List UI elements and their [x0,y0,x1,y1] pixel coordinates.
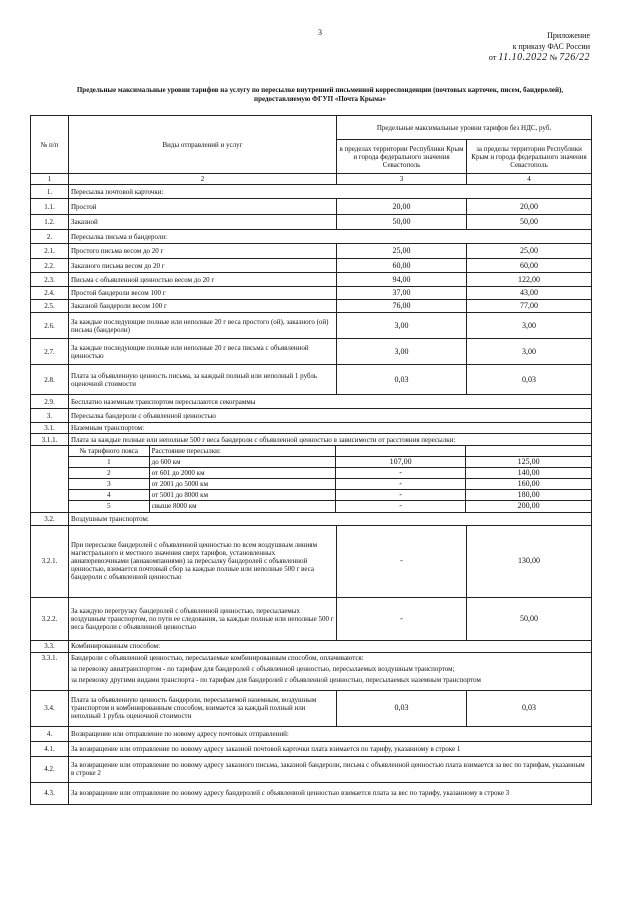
row-num: 4.3. [31,782,69,804]
header-col-within: в пределах территории Республики Крым и города федерального значения Севастополь [337,140,467,174]
table-row [31,365,592,395]
row-num: 2. [31,230,69,244]
table-row [31,230,592,244]
tariff-within: - [335,490,465,501]
table-row [31,652,592,690]
row-text: Бандероли с объявленной ценностью, пересылаемые комбинированным способом, оплачиваются: [71,653,364,662]
header-row [31,116,592,140]
row-text: Заказной [69,215,337,230]
tariff-within: 3,00 [337,339,467,365]
colnum-3: 3 [337,174,467,185]
tariff-outside: 160,00 [466,479,591,490]
zone-distance: от 5001 до 8000 км [149,490,335,501]
document-title [30,86,610,104]
tariff-outside: 60,00 [467,259,592,273]
distance-header: Расстояние пересылки: [149,446,335,457]
row-text: За каждые последующие полные или неполные 20 г веса письма с объявленной ценностью [69,339,337,365]
row-text: За каждые последующие полные или неполные 20 г веса простого (ой), заказного (ой) письма (бандероли) [69,313,337,339]
tariff-within: 60,00 [337,259,467,273]
row-text: Простой [69,199,337,215]
tariff-outside: 3,00 [467,339,592,365]
row-text: Плата за объявленную ценность бандероли, пересылаемой наземным, воздушным транспортом и комбинированным способом, взимается за каждый полный или неполный 1 рубль оценочной стоимости [69,690,337,726]
row-text: Пересылка письма и бандероли: [69,230,592,244]
tariff-within: 0,03 [337,690,467,726]
row-num: 3.3. [31,640,69,652]
tariff-outside: 125,00 [466,457,591,468]
tariff-within: 107,00 [335,457,465,468]
zone-distance: свыше 8000 км [149,501,335,512]
row-text: за перевозку другими видами транспорта - по тарифам для бандеролей с объявленной ценностью, пересылаемых наземным транспортом [71,675,481,684]
table-row [31,597,592,640]
row-text: За каждую перегрузку бандеролей с объявленной ценностью, пересылаемых воздушным транспортом, по пути ее следования, за каждые полные или неполные 500 г веса бандероли с объявленной ценностью [69,597,337,640]
header-col-outside: за пределы территории Республики Крым и города федерального значения Севастополь [467,140,592,174]
tariff-within: 0,03 [337,365,467,395]
row-num: 2.5. [31,300,69,313]
title-line-2: предоставляемую ФГУП «Почта Крыма» [254,95,386,103]
row-num: 3. [31,409,69,423]
row-text: Простого письма весом до 20 г [69,244,337,259]
table-row [31,741,592,756]
row-text: Простой бандероли весом 100 г [69,287,337,300]
zone-number: 4 [69,490,149,501]
table-row [31,423,592,434]
tariff-table [30,115,592,805]
tariff-outside: 122,00 [467,273,592,287]
row-text: Комбинированным способом: [69,640,592,652]
tariff-within: 25,00 [337,244,467,259]
table-row [31,313,592,339]
table-row [31,215,592,230]
handwritten-number: 726/22 [559,52,590,63]
tariff-outside: 0,03 [467,365,592,395]
zones-row [31,446,592,513]
row-num: 1.2. [31,215,69,230]
row-text: За возвращение или отправление по новому адресу заказного письма, заказной бандероли, письма с объявленной ценностью плата взимается за вес по тарифам, указанным в строке 2 [69,756,592,782]
row-text: Плата за объявленную ценность письма, за каждый полный или неполный 1 рубль оценочной стоимости [69,365,337,395]
table-row [31,409,592,423]
row-text: Заказного письма весом до 20 г [69,259,337,273]
table-row [31,287,592,300]
row-text: За возвращение или отправление по новому адресу заказной почтовой карточки плата взимается по тарифу, указанному в строке 1 [69,741,592,756]
row-num: 3.1.1. [31,434,69,446]
table-row [31,259,592,273]
table-row [31,782,592,804]
tariff-outside: 3,00 [467,313,592,339]
row-num: 3.2.1. [31,525,69,597]
row-text: Бесплатно наземным транспортом пересылаются секограммы [69,395,592,409]
appendix-from-label: от [488,53,497,62]
zone-number: 1 [69,457,149,468]
table-row [31,395,592,409]
appendix-label: Приложение [547,31,590,40]
zone-row [69,501,591,512]
tariff-outside: 0,03 [467,690,592,726]
tariff-outside: 20,00 [467,199,592,215]
table-row [31,199,592,215]
tariff-within: 20,00 [337,199,467,215]
row-num: 2.1. [31,244,69,259]
table-row [31,185,592,199]
row-num: 1.1. [31,199,69,215]
row-num: 1. [31,185,69,199]
tariff-within: 37,00 [337,287,467,300]
appendix-date-line [430,52,590,63]
tariff-within: 3,00 [337,313,467,339]
colnum-1: 1 [31,174,69,185]
zones-header [69,446,591,457]
row-num: 3.2. [31,512,69,525]
table-row [31,640,592,652]
combined-method-cell [69,652,592,690]
tariff-outside: 50,00 [467,215,592,230]
table-row [31,244,592,259]
tariff-within: - [335,501,465,512]
row-num: 3.3.1. [31,652,69,690]
zone-row [69,468,591,479]
column-numbers-row [31,174,592,185]
zone-distance: до 600 км [149,457,335,468]
table-row [31,300,592,313]
row-num: 2.3. [31,273,69,287]
table-row [31,339,592,365]
zone-number: 2 [69,468,149,479]
row-num: 2.4. [31,287,69,300]
zones-cell [69,446,592,513]
table-row [31,434,592,446]
table-row [31,525,592,597]
table-row [31,273,592,287]
table-row [31,726,592,741]
table-row [31,756,592,782]
tariff-outside: 25,00 [467,244,592,259]
row-text: Пересылка бандероли с объявленной ценностью [69,409,592,423]
tariff-within: - [335,468,465,479]
tariff-within: - [337,525,467,597]
title-line-1: Предельные максимальные уровни тарифов на услугу по пересылке внутренней письменной корреспонденции (почтовых карточек, писем, бандеролей), [76,86,564,94]
row-num: 4.2. [31,756,69,782]
row-text: Заказной бандероли весом 100 г [69,300,337,313]
handwritten-date: 11.10.2022 [498,52,548,63]
tariff-within: - [337,597,467,640]
zone-row [69,457,591,468]
zones-spacer [31,446,69,513]
row-text: При пересылке бандеролей с объявленной ценностью по всем воздушным линиям магистрального и местного значения сверх тарифов, установленных авиаперевозчиками (авиакомпаниями) за пересылку бандеролей с объявленной ценностью, взимается почтовый сбор за каждые полные или неполные 500 г веса бандероли с объявленной ценностью [69,525,337,597]
row-text: Воздушным транспортом: [69,512,592,525]
tariff-outside: 130,00 [467,525,592,597]
row-num: 2.8. [31,365,69,395]
row-num: 4. [31,726,69,741]
row-num: 3.2.2. [31,597,69,640]
zone-header: № тарифного пояса [69,446,149,457]
tariff-outside: 43,00 [467,287,592,300]
row-num: 3.1. [31,423,69,434]
row-num: 2.7. [31,339,69,365]
tariff-outside: 77,00 [467,300,592,313]
tariff-outside: 140,00 [466,468,591,479]
colnum-4: 4 [467,174,592,185]
row-num: 2.9. [31,395,69,409]
row-num: 2.2. [31,259,69,273]
zone-row [69,479,591,490]
zones-table [69,446,591,512]
tariff-within: 94,00 [337,273,467,287]
row-text: Плата за каждые полные или неполные 500 г веса бандероли с объявленной ценностью в зависимости от расстояния пересылки: [69,434,592,446]
zone-number: 5 [69,501,149,512]
tariff-within: 50,00 [337,215,467,230]
zone-row [69,490,591,501]
tariff-within: 76,00 [337,300,467,313]
row-num: 4.1. [31,741,69,756]
tariff-outside: 180,00 [466,490,591,501]
appendix-no-label: № [549,53,558,62]
header-tariff-group: Предельные максимальные уровни тарифов без НДС, руб. [337,116,592,140]
row-num: 2.6. [31,313,69,339]
page-number: 3 [318,28,322,37]
tariff-outside: 200,00 [466,501,591,512]
appendix-order: к приказу ФАС России [512,42,590,51]
row-text: Письма с объявленной ценностью весом до 20 г [69,273,337,287]
row-text: Пересылка почтовой карточки: [69,185,592,199]
zone-distance: от 2001 до 5000 км [149,479,335,490]
header-num: № п/п [31,116,69,174]
colnum-2: 2 [69,174,337,185]
appendix-block [430,30,590,63]
row-text: Возвращение или отправление по новому адресу почтовых отправлений: [69,726,592,741]
row-num: 3.4. [31,690,69,726]
table-row [31,512,592,525]
table-row [31,690,592,726]
zone-number: 3 [69,479,149,490]
tariff-within: - [335,479,465,490]
row-text: Наземным транспортом: [69,423,592,434]
row-text: За возвращение или отправление по новому адресу бандеролей с объявленной ценностью взимается плата за вес по тарифу, указанному в строке 3 [69,782,592,804]
tariff-outside: 50,00 [467,597,592,640]
row-text: за перевозку авиатранспортом - по тарифам для бандеролей с объявленной ценностью, пересылаемых воздушным транспортом; [71,664,455,673]
zone-distance: от 601 до 2000 км [149,468,335,479]
header-services: Виды отправлений и услуг [69,116,337,174]
